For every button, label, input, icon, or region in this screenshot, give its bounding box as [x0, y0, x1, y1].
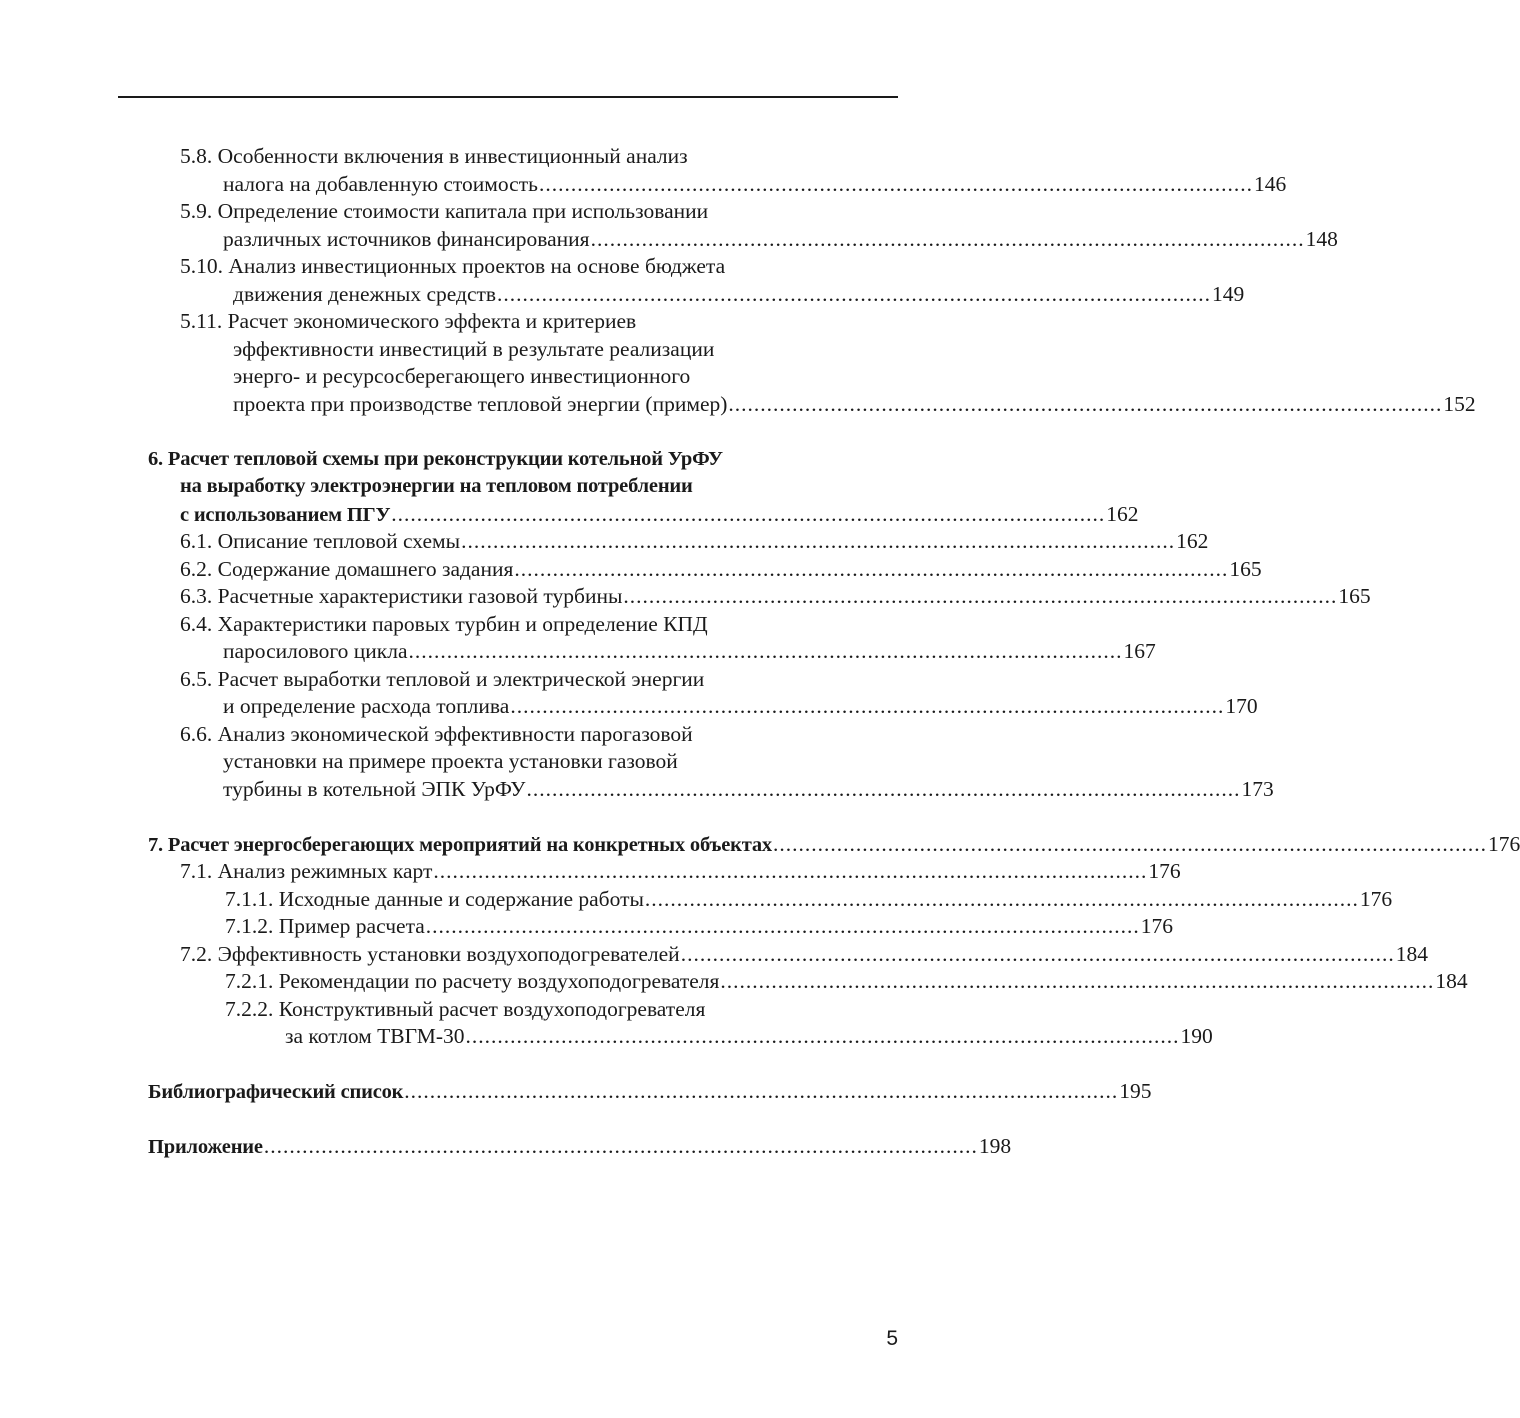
toc-chapter-title: 6. Расчет тепловой схемы при реконструкции котельной УрФУ — [148, 448, 723, 470]
toc-entry-text: и определение расхода топлива — [223, 694, 510, 718]
toc-chapter-title: Библиографический список — [148, 1081, 404, 1103]
toc-entry-7-2-1[interactable] — [225, 967, 1468, 995]
toc-chapter-6-line2 — [180, 472, 864, 500]
toc-entry-5-9[interactable] — [223, 225, 1338, 253]
toc-entry-6-1[interactable] — [180, 527, 1209, 555]
page-ref: 146 — [1253, 172, 1287, 196]
leader-dots: ................................................................................................................ — [514, 557, 1229, 581]
toc-appendix[interactable] — [148, 1132, 1012, 1160]
page-ref: 148 — [1305, 227, 1338, 251]
toc-entry-text: 7.2.2. Конструктивный расчет воздухоподогревателя — [225, 997, 706, 1021]
leader-dots: ................................................................................................................ — [644, 887, 1359, 911]
leader-dots: ................................................................................................................ — [510, 694, 1225, 718]
page-ref: 152 — [1443, 392, 1476, 416]
leader-dots: ................................................................................................................ — [497, 282, 1212, 306]
leader-dots: ................................................................................................................ — [772, 832, 1487, 856]
leader-dots: ................................................................................................................ — [538, 172, 1253, 196]
toc-entry-text: 6.1. Описание тепловой схемы — [180, 529, 461, 553]
toc-entry-5-11-line3 — [233, 362, 864, 390]
toc-entry-text: движения денежных средств — [233, 282, 497, 306]
toc-entry-text: 5.9. Определение стоимости капитала при использовании — [180, 199, 709, 223]
toc-entry-5-10-line1 — [180, 252, 864, 280]
toc-entry-text: эффективности инвестиций в результате реализации — [233, 337, 715, 361]
toc-entry-text: 7.2.1. Рекомендации по расчету воздухоподогревателя — [225, 969, 720, 993]
toc-entry-6-6-line2 — [223, 747, 864, 775]
toc-entry-text: 5.8. Особенности включения в инвестиционный анализ — [180, 144, 688, 168]
toc-entry-5-11[interactable] — [233, 390, 1476, 418]
toc-entry-text: 5.10. Анализ инвестиционных проектов на основе бюджета — [180, 254, 726, 278]
toc-entry-text: 6.5. Расчет выработки тепловой и электрической энергии — [180, 667, 705, 691]
header-rule — [118, 96, 898, 98]
toc-entry-text: 6.4. Характеристики паровых турбин и определение КПД — [180, 612, 708, 636]
toc-entry-5-11-line1 — [180, 307, 864, 335]
toc-entry-6-5-line1 — [180, 665, 864, 693]
leader-dots: ................................................................................................................ — [433, 859, 1148, 883]
page-ref: 176 — [1148, 859, 1181, 883]
leader-dots: ................................................................................................................ — [590, 227, 1305, 251]
page-number: 5 — [886, 1327, 898, 1350]
toc-entry-6-5[interactable] — [223, 692, 1258, 720]
page-ref: 167 — [1123, 639, 1156, 663]
toc-chapter-6[interactable] — [180, 500, 1139, 528]
toc-entry-5-8[interactable] — [223, 170, 1287, 198]
toc-bibliography[interactable] — [148, 1077, 1152, 1105]
page-ref: 149 — [1212, 282, 1245, 306]
toc-entry-text: налога на добавленную стоимость — [223, 172, 538, 196]
page-ref: 176 — [1140, 914, 1174, 938]
toc-entry-5-9-line1 — [180, 197, 864, 225]
leader-dots: ................................................................................................................ — [391, 502, 1106, 526]
toc-chapter-7[interactable] — [148, 830, 1520, 858]
toc-chapter-title: Приложение — [148, 1136, 263, 1158]
page-ref: 176 — [1359, 887, 1393, 911]
toc-chapter-title: с использованием ПГУ — [180, 504, 391, 526]
toc-chapter-title: на выработку электроэнергии на тепловом потреблении — [180, 475, 693, 497]
toc-entry-text: турбины в котельной ЭПК УрФУ — [223, 777, 526, 801]
leader-dots: ................................................................................................................ — [728, 392, 1443, 416]
page-ref: 176 — [1487, 832, 1520, 856]
toc-entry-text: установки на примере проекта установки газовой — [223, 749, 678, 773]
toc-entry-text: 7.1.2. Пример расчета — [225, 914, 425, 938]
toc-entry-7-2-2-line1 — [225, 995, 864, 1023]
toc-entry-text: 7.1. Анализ режимных карт — [180, 859, 433, 883]
leader-dots: ................................................................................................................ — [404, 1079, 1119, 1103]
page-ref: 190 — [1180, 1024, 1213, 1048]
page-ref: 170 — [1225, 694, 1258, 718]
toc-entry-5-8-line1 — [180, 142, 864, 170]
toc-entry-6-6[interactable] — [223, 775, 1274, 803]
toc-entry-text: за котлом ТВГМ-30 — [285, 1024, 465, 1048]
leader-dots: ................................................................................................................ — [461, 529, 1176, 553]
toc-entry-7-1-2[interactable] — [225, 912, 1174, 940]
toc-entry-7-1-1[interactable] — [225, 885, 1393, 913]
page-ref: 184 — [1395, 942, 1428, 966]
toc-entry-text: 6.3. Расчетные характеристики газовой турбины — [180, 584, 623, 608]
page-ref: 162 — [1176, 529, 1209, 553]
toc-chapter-title: 7. Расчет энергосберегающих мероприятий на конкретных объектах — [148, 834, 772, 856]
toc-entry-6-4-line1 — [180, 610, 864, 638]
toc-entry-7-1[interactable] — [180, 857, 1181, 885]
toc-entry-7-2-2[interactable] — [285, 1022, 1213, 1050]
leader-dots: ................................................................................................................ — [425, 914, 1140, 938]
toc-entry-text: 7.2. Эффективность установки воздухоподогревателей — [180, 942, 680, 966]
toc-entry-6-2[interactable] — [180, 555, 1262, 583]
toc-entry-6-6-line1 — [180, 720, 864, 748]
toc-entry-7-2[interactable] — [180, 940, 1428, 968]
toc-entry-5-11-line2 — [233, 335, 864, 363]
toc-entry-text: паросилового цикла — [223, 639, 408, 663]
page-ref: 162 — [1106, 502, 1139, 526]
page-ref: 195 — [1119, 1079, 1152, 1103]
leader-dots: ................................................................................................................ — [720, 969, 1435, 993]
page-ref: 184 — [1435, 969, 1468, 993]
toc-entry-text: 6.2. Содержание домашнего задания — [180, 557, 514, 581]
toc-chapter-6-line1 — [148, 445, 864, 473]
page-ref: 198 — [978, 1134, 1012, 1158]
leader-dots: ................................................................................................................ — [465, 1024, 1180, 1048]
toc-entry-5-10[interactable] — [233, 280, 1245, 308]
toc-entry-text: 5.11. Расчет экономического эффекта и критериев — [180, 309, 637, 333]
leader-dots: ................................................................................................................ — [408, 639, 1123, 663]
page-ref: 173 — [1241, 777, 1274, 801]
toc-entry-text: различных источников финансирования — [223, 227, 590, 251]
leader-dots: ................................................................................................................ — [526, 777, 1241, 801]
leader-dots: ................................................................................................................ — [263, 1134, 978, 1158]
page-ref: 165 — [1338, 584, 1371, 608]
toc-entry-6-3[interactable] — [180, 582, 1371, 610]
toc-entry-6-4[interactable] — [223, 637, 1156, 665]
toc-entry-text: энерго- и ресурсосберегающего инвестиционного — [233, 364, 691, 388]
toc-entry-text: 6.6. Анализ экономической эффективности парогазовой — [180, 722, 693, 746]
toc-entry-text: проекта при производстве тепловой энергии (пример) — [233, 392, 728, 416]
leader-dots: ................................................................................................................ — [623, 584, 1338, 608]
leader-dots: ................................................................................................................ — [680, 942, 1395, 966]
toc-entry-text: 7.1.1. Исходные данные и содержание работы — [225, 887, 644, 911]
page-ref: 165 — [1229, 557, 1262, 581]
